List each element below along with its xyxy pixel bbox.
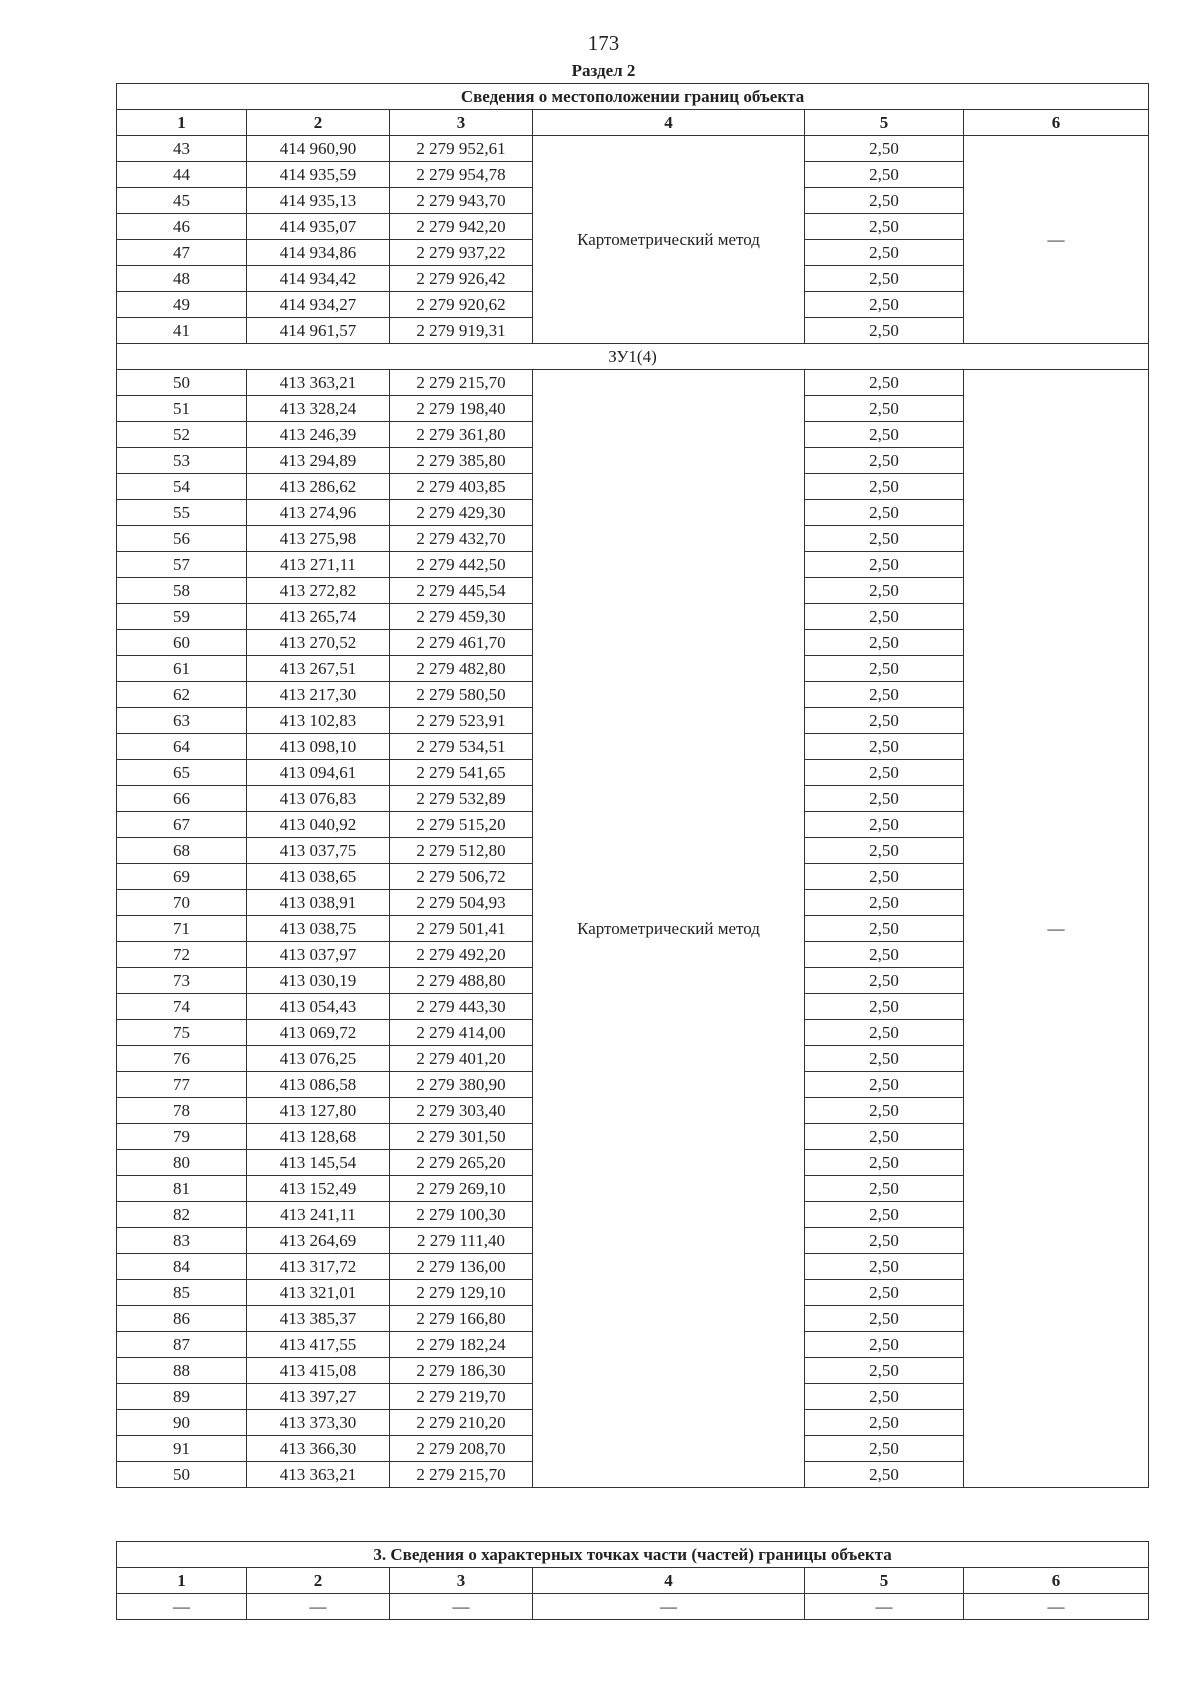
coordinate-x: 413 076,83 (247, 786, 390, 812)
point-number: 72 (117, 942, 247, 968)
empty-dash: — (390, 1594, 533, 1620)
accuracy-value: 2,50 (805, 1202, 964, 1228)
accuracy-value: 2,50 (805, 1150, 964, 1176)
column-header: 2 (247, 110, 390, 136)
coordinate-x: 413 241,11 (247, 1202, 390, 1228)
accuracy-value: 2,50 (805, 1176, 964, 1202)
coordinate-y: 2 279 136,00 (390, 1254, 533, 1280)
point-number: 44 (117, 162, 247, 188)
point-number: 65 (117, 760, 247, 786)
accuracy-value: 2,50 (805, 1306, 964, 1332)
coordinate-y: 2 279 501,41 (390, 916, 533, 942)
accuracy-value: 2,50 (805, 214, 964, 240)
point-number: 59 (117, 604, 247, 630)
description-dash: — (964, 136, 1149, 344)
group-row (117, 344, 1149, 370)
coordinate-y: 2 279 182,24 (390, 1332, 533, 1358)
coordinate-x: 413 217,30 (247, 682, 390, 708)
coordinate-y: 2 279 219,70 (390, 1384, 533, 1410)
point-number: 79 (117, 1124, 247, 1150)
column-header: 6 (964, 110, 1149, 136)
coordinate-y: 2 279 523,91 (390, 708, 533, 734)
accuracy-value: 2,50 (805, 1384, 964, 1410)
accuracy-value: 2,50 (805, 162, 964, 188)
point-number: 81 (117, 1176, 247, 1202)
column-header: 4 (533, 110, 805, 136)
coordinate-x: 414 935,07 (247, 214, 390, 240)
table-title: Сведения о местоположении границ объекта (117, 84, 1149, 110)
coordinate-y: 2 279 215,70 (390, 370, 533, 396)
coordinate-y: 2 279 198,40 (390, 396, 533, 422)
subsection-empty-row (117, 1594, 1149, 1620)
subsection-title: 3. Сведения о характерных точках части (частей) границы объекта (117, 1542, 1149, 1568)
point-number: 60 (117, 630, 247, 656)
point-number: 48 (117, 266, 247, 292)
accuracy-value: 2,50 (805, 1072, 964, 1098)
coordinate-y: 2 279 512,80 (390, 838, 533, 864)
point-number: 53 (117, 448, 247, 474)
coordinate-y: 2 279 429,30 (390, 500, 533, 526)
empty-dash: — (805, 1594, 964, 1620)
accuracy-value: 2,50 (805, 1020, 964, 1046)
coordinate-y: 2 279 926,42 (390, 266, 533, 292)
point-number: 86 (117, 1306, 247, 1332)
coordinate-x: 413 076,25 (247, 1046, 390, 1072)
accuracy-value: 2,50 (805, 1046, 964, 1072)
coordinate-y: 2 279 265,20 (390, 1150, 533, 1176)
point-number: 45 (117, 188, 247, 214)
accuracy-value: 2,50 (805, 604, 964, 630)
coordinate-y: 2 279 442,50 (390, 552, 533, 578)
coordinate-y: 2 279 532,89 (390, 786, 533, 812)
accuracy-value: 2,50 (805, 578, 964, 604)
accuracy-value: 2,50 (805, 890, 964, 916)
coordinate-x: 414 961,57 (247, 318, 390, 344)
coordinate-x: 413 038,65 (247, 864, 390, 890)
coordinate-x: 413 040,92 (247, 812, 390, 838)
coordinate-x: 413 417,55 (247, 1332, 390, 1358)
accuracy-value: 2,50 (805, 1462, 964, 1488)
coordinate-x: 413 038,75 (247, 916, 390, 942)
point-number: 89 (117, 1384, 247, 1410)
coordinate-x: 413 328,24 (247, 396, 390, 422)
point-number: 61 (117, 656, 247, 682)
point-number: 84 (117, 1254, 247, 1280)
empty-dash: — (533, 1594, 805, 1620)
coordinate-x: 413 038,91 (247, 890, 390, 916)
accuracy-value: 2,50 (805, 396, 964, 422)
point-number: 49 (117, 292, 247, 318)
coordinate-y: 2 279 361,80 (390, 422, 533, 448)
accuracy-value: 2,50 (805, 682, 964, 708)
accuracy-value: 2,50 (805, 812, 964, 838)
point-number: 73 (117, 968, 247, 994)
coordinate-x: 413 363,21 (247, 1462, 390, 1488)
point-number: 80 (117, 1150, 247, 1176)
accuracy-value: 2,50 (805, 630, 964, 656)
coordinate-y: 2 279 954,78 (390, 162, 533, 188)
accuracy-value: 2,50 (805, 734, 964, 760)
coordinate-y: 2 279 186,30 (390, 1358, 533, 1384)
coordinate-y: 2 279 534,51 (390, 734, 533, 760)
coordinate-y: 2 279 504,93 (390, 890, 533, 916)
coordinate-y: 2 279 937,22 (390, 240, 533, 266)
point-number: 85 (117, 1280, 247, 1306)
coordinate-x: 413 069,72 (247, 1020, 390, 1046)
coordinate-x: 414 935,59 (247, 162, 390, 188)
coordinate-x: 413 275,98 (247, 526, 390, 552)
accuracy-value: 2,50 (805, 318, 964, 344)
coordinate-x: 413 094,61 (247, 760, 390, 786)
coordinate-x: 413 271,11 (247, 552, 390, 578)
point-number: 56 (117, 526, 247, 552)
accuracy-value: 2,50 (805, 422, 964, 448)
point-number: 55 (117, 500, 247, 526)
coordinate-x: 413 152,49 (247, 1176, 390, 1202)
accuracy-value: 2,50 (805, 994, 964, 1020)
point-number: 47 (117, 240, 247, 266)
coordinate-x: 413 397,27 (247, 1384, 390, 1410)
coordinate-x: 413 272,82 (247, 578, 390, 604)
point-number: 64 (117, 734, 247, 760)
accuracy-value: 2,50 (805, 864, 964, 890)
method-cell: Картометрический метод (533, 370, 805, 1488)
coordinate-x: 413 145,54 (247, 1150, 390, 1176)
coordinate-x: 413 037,97 (247, 942, 390, 968)
coordinate-y: 2 279 166,80 (390, 1306, 533, 1332)
coordinate-x: 413 366,30 (247, 1436, 390, 1462)
column-header: 3 (390, 110, 533, 136)
accuracy-value: 2,50 (805, 1124, 964, 1150)
point-number: 87 (117, 1332, 247, 1358)
coordinate-x: 413 086,58 (247, 1072, 390, 1098)
coordinate-y: 2 279 443,30 (390, 994, 533, 1020)
coordinate-y: 2 279 401,20 (390, 1046, 533, 1072)
point-number: 63 (117, 708, 247, 734)
coordinate-x: 413 128,68 (247, 1124, 390, 1150)
coordinate-x: 413 270,52 (247, 630, 390, 656)
coordinate-x: 413 286,62 (247, 474, 390, 500)
point-number: 54 (117, 474, 247, 500)
point-number: 88 (117, 1358, 247, 1384)
coordinate-x: 413 102,83 (247, 708, 390, 734)
accuracy-value: 2,50 (805, 1254, 964, 1280)
coordinate-x: 414 934,86 (247, 240, 390, 266)
point-number: 52 (117, 422, 247, 448)
column-header-row (117, 110, 1149, 136)
coordinate-x: 413 373,30 (247, 1410, 390, 1436)
coordinate-x: 413 294,89 (247, 448, 390, 474)
coordinate-x: 413 321,01 (247, 1280, 390, 1306)
empty-dash: — (964, 1594, 1149, 1620)
point-number: 75 (117, 1020, 247, 1046)
point-number: 78 (117, 1098, 247, 1124)
accuracy-value: 2,50 (805, 500, 964, 526)
accuracy-value: 2,50 (805, 240, 964, 266)
coordinate-x: 413 385,37 (247, 1306, 390, 1332)
coordinate-y: 2 279 301,50 (390, 1124, 533, 1150)
coordinate-y: 2 279 943,70 (390, 188, 533, 214)
coordinate-x: 413 127,80 (247, 1098, 390, 1124)
table-row (117, 370, 1149, 396)
coordinate-y: 2 279 488,80 (390, 968, 533, 994)
point-number: 76 (117, 1046, 247, 1072)
accuracy-value: 2,50 (805, 1436, 964, 1462)
column-header: 5 (805, 1568, 964, 1594)
coordinate-x: 413 246,39 (247, 422, 390, 448)
coordinate-y: 2 279 385,80 (390, 448, 533, 474)
coordinate-y: 2 279 432,70 (390, 526, 533, 552)
accuracy-value: 2,50 (805, 136, 964, 162)
coordinate-y: 2 279 414,00 (390, 1020, 533, 1046)
coordinate-y: 2 279 459,30 (390, 604, 533, 630)
column-header: 2 (247, 1568, 390, 1594)
empty-dash: — (117, 1594, 247, 1620)
accuracy-value: 2,50 (805, 188, 964, 214)
coordinate-y: 2 279 461,70 (390, 630, 533, 656)
description-dash: — (964, 370, 1149, 1488)
point-number: 74 (117, 994, 247, 1020)
column-header: 5 (805, 110, 964, 136)
coordinate-y: 2 279 580,50 (390, 682, 533, 708)
column-header: 1 (117, 1568, 247, 1594)
coordinate-x: 413 317,72 (247, 1254, 390, 1280)
coordinate-y: 2 279 129,10 (390, 1280, 533, 1306)
coordinate-y: 2 279 515,20 (390, 812, 533, 838)
coordinate-y: 2 279 100,30 (390, 1202, 533, 1228)
point-number: 66 (117, 786, 247, 812)
coordinate-x: 414 960,90 (247, 136, 390, 162)
coordinate-y: 2 279 111,40 (390, 1228, 533, 1254)
point-number: 51 (117, 396, 247, 422)
accuracy-value: 2,50 (805, 1280, 964, 1306)
coordinate-y: 2 279 210,20 (390, 1410, 533, 1436)
point-number: 71 (117, 916, 247, 942)
coordinate-x: 413 037,75 (247, 838, 390, 864)
coordinate-y: 2 279 506,72 (390, 864, 533, 890)
coordinate-x: 414 934,42 (247, 266, 390, 292)
accuracy-value: 2,50 (805, 370, 964, 396)
coordinate-x: 413 265,74 (247, 604, 390, 630)
coordinate-x: 413 267,51 (247, 656, 390, 682)
coordinate-x: 413 363,21 (247, 370, 390, 396)
boundary-table (116, 83, 1149, 1488)
accuracy-value: 2,50 (805, 838, 964, 864)
subsection-header-row (117, 1568, 1149, 1594)
coordinate-y: 2 279 920,62 (390, 292, 533, 318)
column-header: 1 (117, 110, 247, 136)
coordinate-x: 413 054,43 (247, 994, 390, 1020)
coordinate-y: 2 279 303,40 (390, 1098, 533, 1124)
empty-dash: — (247, 1594, 390, 1620)
column-header: 6 (964, 1568, 1149, 1594)
coordinate-x: 413 274,96 (247, 500, 390, 526)
accuracy-value: 2,50 (805, 760, 964, 786)
page-number: 173 (587, 31, 620, 55)
point-number: 82 (117, 1202, 247, 1228)
coordinate-y: 2 279 208,70 (390, 1436, 533, 1462)
point-number: 50 (117, 370, 247, 396)
coordinate-y: 2 279 942,20 (390, 214, 533, 240)
point-number: 46 (117, 214, 247, 240)
point-number: 90 (117, 1410, 247, 1436)
accuracy-value: 2,50 (805, 1098, 964, 1124)
point-number: 68 (117, 838, 247, 864)
point-number: 62 (117, 682, 247, 708)
accuracy-value: 2,50 (805, 266, 964, 292)
coordinate-x: 414 934,27 (247, 292, 390, 318)
point-number: 77 (117, 1072, 247, 1098)
section-label: Раздел 2 (571, 61, 636, 80)
accuracy-value: 2,50 (805, 968, 964, 994)
accuracy-value: 2,50 (805, 1410, 964, 1436)
accuracy-value: 2,50 (805, 292, 964, 318)
method-cell: Картометрический метод (533, 136, 805, 344)
coordinate-y: 2 279 482,80 (390, 656, 533, 682)
table-row (117, 136, 1149, 162)
point-number: 69 (117, 864, 247, 890)
point-number: 41 (117, 318, 247, 344)
coordinate-y: 2 279 541,65 (390, 760, 533, 786)
subsection-table (116, 1541, 1149, 1620)
accuracy-value: 2,50 (805, 1332, 964, 1358)
accuracy-value: 2,50 (805, 708, 964, 734)
accuracy-value: 2,50 (805, 656, 964, 682)
point-number: 70 (117, 890, 247, 916)
accuracy-value: 2,50 (805, 526, 964, 552)
coordinate-y: 2 279 952,61 (390, 136, 533, 162)
point-number: 91 (117, 1436, 247, 1462)
accuracy-value: 2,50 (805, 1228, 964, 1254)
coordinate-y: 2 279 403,85 (390, 474, 533, 500)
accuracy-value: 2,50 (805, 942, 964, 968)
coordinate-x: 413 030,19 (247, 968, 390, 994)
accuracy-value: 2,50 (805, 474, 964, 500)
column-header: 3 (390, 1568, 533, 1594)
point-number: 67 (117, 812, 247, 838)
group-label: ЗУ1(4) (117, 344, 1149, 370)
point-number: 58 (117, 578, 247, 604)
coordinate-x: 413 098,10 (247, 734, 390, 760)
coordinate-y: 2 279 919,31 (390, 318, 533, 344)
accuracy-value: 2,50 (805, 916, 964, 942)
point-number: 43 (117, 136, 247, 162)
point-number: 83 (117, 1228, 247, 1254)
coordinate-x: 413 264,69 (247, 1228, 390, 1254)
column-header: 4 (533, 1568, 805, 1594)
coordinate-y: 2 279 492,20 (390, 942, 533, 968)
coordinate-x: 414 935,13 (247, 188, 390, 214)
accuracy-value: 2,50 (805, 552, 964, 578)
coordinate-y: 2 279 215,70 (390, 1462, 533, 1488)
accuracy-value: 2,50 (805, 1358, 964, 1384)
coordinate-y: 2 279 445,54 (390, 578, 533, 604)
coordinate-x: 413 415,08 (247, 1358, 390, 1384)
coordinate-y: 2 279 269,10 (390, 1176, 533, 1202)
coordinate-y: 2 279 380,90 (390, 1072, 533, 1098)
point-number: 50 (117, 1462, 247, 1488)
point-number: 57 (117, 552, 247, 578)
accuracy-value: 2,50 (805, 786, 964, 812)
accuracy-value: 2,50 (805, 448, 964, 474)
